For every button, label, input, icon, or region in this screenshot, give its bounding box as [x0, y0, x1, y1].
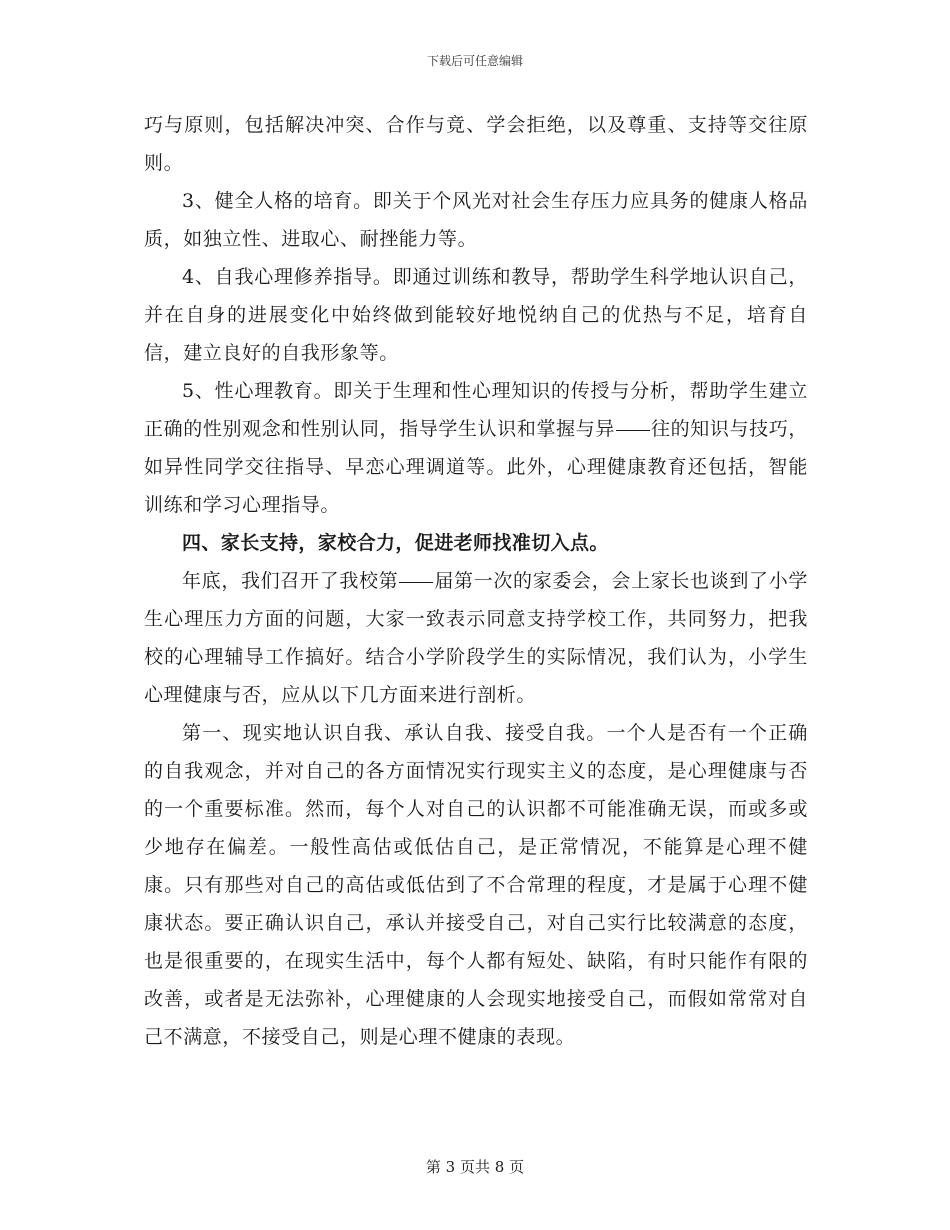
page-footer: 第 3 页共 8 页	[425, 1158, 525, 1176]
fill-blank	[616, 429, 650, 431]
paragraph-sex-education	[144, 372, 808, 524]
fill-blank	[399, 581, 433, 583]
paragraph-sex-education-part1: 5、性心理教育。即关于生理和性心理知识的传授与分析，帮助学生建立正确的性别观念和性别认同，指导学生认识和掌握与异	[144, 380, 808, 440]
paragraph-personality: 3、健全人格的培育。即关于个风光对社会生存压力应具务的健康人格品质，如独立性、进取心、耐挫能力等。	[144, 190, 808, 250]
document-body	[144, 106, 808, 1056]
page-header: 下载后可任意编辑	[426, 54, 523, 68]
section-heading: 四、家长支持，家校合力，促进老师找准切入点。	[182, 532, 609, 554]
paragraph-self-acceptance: 第一、现实地认识自我、承认自我、接受自我。一个人是否有一个正确的自我观念，并对自己的各方面情况实行现实主义的态度，是心理健康与否的一个重要标准。然而，每个人对自己的认识都不可能准确无误，而或多或少地存在偏差。一般性高估或低估自己，是正常情况，不能算是心理不健康。只有那些对自己的高估或低估到了不合常理的程度，才是属于心理不健康状态。要正确认识自己，承认并接受自己，对自己实行比较满意的态度，也是很重要的，在现实生活中，每个人都有短处、缺陷，有时只能作有限的改善，或者是无法弥补，心理健康的人会现实地接受自己，而假如常常对自己不满意，不接受自己，则是心理不健康的表现。	[144, 722, 808, 1048]
paragraph-parent-committee-part2: 届第一次的家委会，会上家长也谈到了小学生心理压力方面的问题，大家一致表示同意支持学校工作，共同努力，把我校的心理辅导工作搞好。结合小学阶段学生的实际情况，我们认为，小学生心理健康与否，应从以下几方面来进行剖析。	[144, 570, 808, 706]
paragraph-parent-committee	[144, 562, 808, 714]
paragraph-self-cultivation: 4、自我心理修养指导。即通过训练和教导，帮助学生科学地认识自己，并在自身的进展变化中始终做到能较好地悦纳自己的优热与不足，培育自信，建立良好的自我形象等。	[144, 266, 808, 364]
paragraph-sex-education-part2: 往的知识与技巧，如异性同学交往指导、早恋心理调道等。此外，心理健康教育还包括，智能训练和学习心理指导。	[144, 418, 808, 516]
paragraph-parent-committee-part1: 年底，我们召开了我校第	[182, 570, 399, 592]
paragraph-continuation: 巧与原则，包括解决冲突、合作与竟、学会拒绝，以及尊重、支持等交往原则。	[144, 114, 808, 174]
